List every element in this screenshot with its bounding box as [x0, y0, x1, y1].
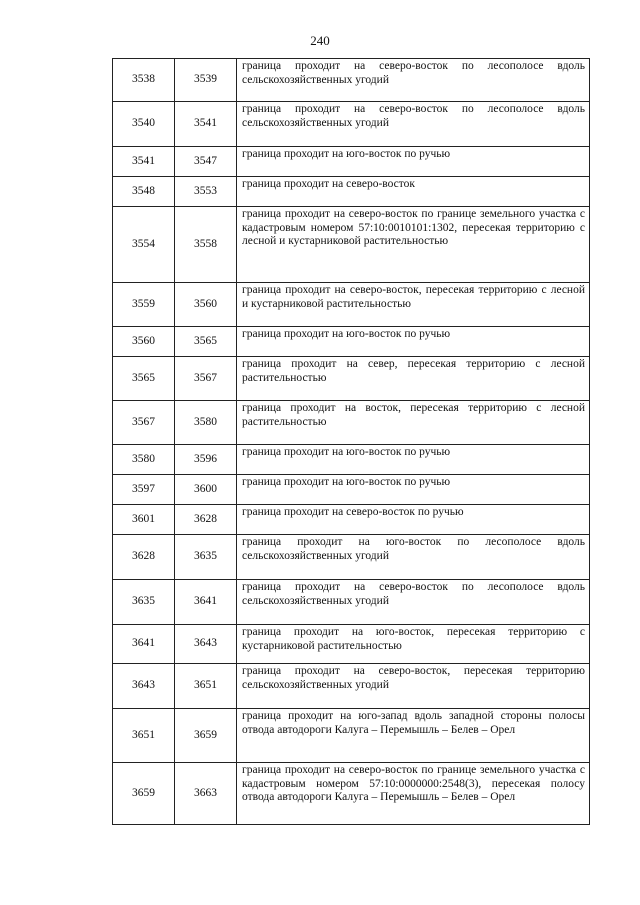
point-to: 3560: [175, 283, 237, 327]
point-to: 3567: [175, 357, 237, 401]
table-row: [113, 147, 590, 177]
point-from: 3560: [113, 327, 175, 357]
table-row: [113, 709, 590, 763]
boundary-description: граница проходит на северо-восток по границе земельного участка с кадастровым номером 57:10:0000000:2548(3), пересекая полосу отвода автодороги Калуга – Перемышль – Белев – Орел: [237, 763, 590, 825]
point-to: 3539: [175, 59, 237, 102]
boundary-description: граница проходит на юго-восток по ручью: [237, 445, 590, 475]
point-from: 3541: [113, 147, 175, 177]
point-from: 3538: [113, 59, 175, 102]
table-row: [113, 763, 590, 825]
table-row: [113, 475, 590, 505]
point-to: 3643: [175, 625, 237, 664]
boundary-description: граница проходит на восток, пересекая территорию с лесной растительностью: [237, 401, 590, 445]
boundary-description: граница проходит на юго-запад вдоль западной стороны полосы отвода автодороги Калуга – Перемышль – Белев – Орел: [237, 709, 590, 763]
point-from: 3548: [113, 177, 175, 207]
table-row: [113, 283, 590, 327]
table-row: [113, 327, 590, 357]
point-from: 3580: [113, 445, 175, 475]
point-to: 3635: [175, 535, 237, 580]
point-to: 3663: [175, 763, 237, 825]
table-row: [113, 445, 590, 475]
point-from: 3554: [113, 207, 175, 283]
point-to: 3558: [175, 207, 237, 283]
page-number: 240: [310, 33, 330, 48]
point-from: 3597: [113, 475, 175, 505]
table-row: [113, 580, 590, 625]
table-body: [113, 59, 590, 825]
point-to: 3596: [175, 445, 237, 475]
point-from: 3659: [113, 763, 175, 825]
point-to: 3565: [175, 327, 237, 357]
point-to: 3541: [175, 102, 237, 147]
table-row: [113, 625, 590, 664]
table-row: [113, 664, 590, 709]
table-row: [113, 401, 590, 445]
point-from: 3651: [113, 709, 175, 763]
table-row: [113, 505, 590, 535]
boundary-description: граница проходит на северо-восток по границе земельного участка с кадастровым номером 57:10:0010101:1302, пересекая территорию с лесной и кустарниковой растительностью: [237, 207, 590, 283]
point-to: 3600: [175, 475, 237, 505]
point-to: 3553: [175, 177, 237, 207]
point-to: 3641: [175, 580, 237, 625]
boundary-table: [112, 58, 590, 825]
boundary-description: граница проходит на юго-восток по ручью: [237, 147, 590, 177]
table-row: [113, 59, 590, 102]
boundary-description: граница проходит на северо-восток по лесополосе вдоль сельскохозяйственных угодий: [237, 102, 590, 147]
point-from: 3540: [113, 102, 175, 147]
boundary-description: граница проходит на юго-восток по лесополосе вдоль сельскохозяйственных угодий: [237, 535, 590, 580]
boundary-description: граница проходит на юго-восток по ручью: [237, 475, 590, 505]
boundary-description: граница проходит на северо-восток, пересекая территорию с лесной и кустарниковой растительностью: [237, 283, 590, 327]
boundary-description: граница проходит на северо-восток по лесополосе вдоль сельскохозяйственных угодий: [237, 59, 590, 102]
point-to: 3651: [175, 664, 237, 709]
point-to: 3628: [175, 505, 237, 535]
table-row: [113, 357, 590, 401]
boundary-description: граница проходит на север, пересекая территорию с лесной растительностью: [237, 357, 590, 401]
point-to: 3659: [175, 709, 237, 763]
point-to: 3547: [175, 147, 237, 177]
point-from: 3601: [113, 505, 175, 535]
table-row: [113, 535, 590, 580]
boundary-description: граница проходит на северо-восток, пересекая территорию сельскохозяйственных угодий: [237, 664, 590, 709]
boundary-description: граница проходит на юго-восток по ручью: [237, 327, 590, 357]
boundary-description: граница проходит на северо-восток по ручью: [237, 505, 590, 535]
table-row: [113, 102, 590, 147]
point-from: 3643: [113, 664, 175, 709]
point-from: 3559: [113, 283, 175, 327]
point-from: 3641: [113, 625, 175, 664]
point-from: 3565: [113, 357, 175, 401]
point-from: 3567: [113, 401, 175, 445]
point-to: 3580: [175, 401, 237, 445]
table-row: [113, 177, 590, 207]
point-from: 3635: [113, 580, 175, 625]
boundary-description: граница проходит на юго-восток, пересекая территорию с кустарниковой растительностью: [237, 625, 590, 664]
boundary-description: граница проходит на северо-восток: [237, 177, 590, 207]
point-from: 3628: [113, 535, 175, 580]
boundary-description: граница проходит на северо-восток по лесополосе вдоль сельскохозяйственных угодий: [237, 580, 590, 625]
table-row: [113, 207, 590, 283]
